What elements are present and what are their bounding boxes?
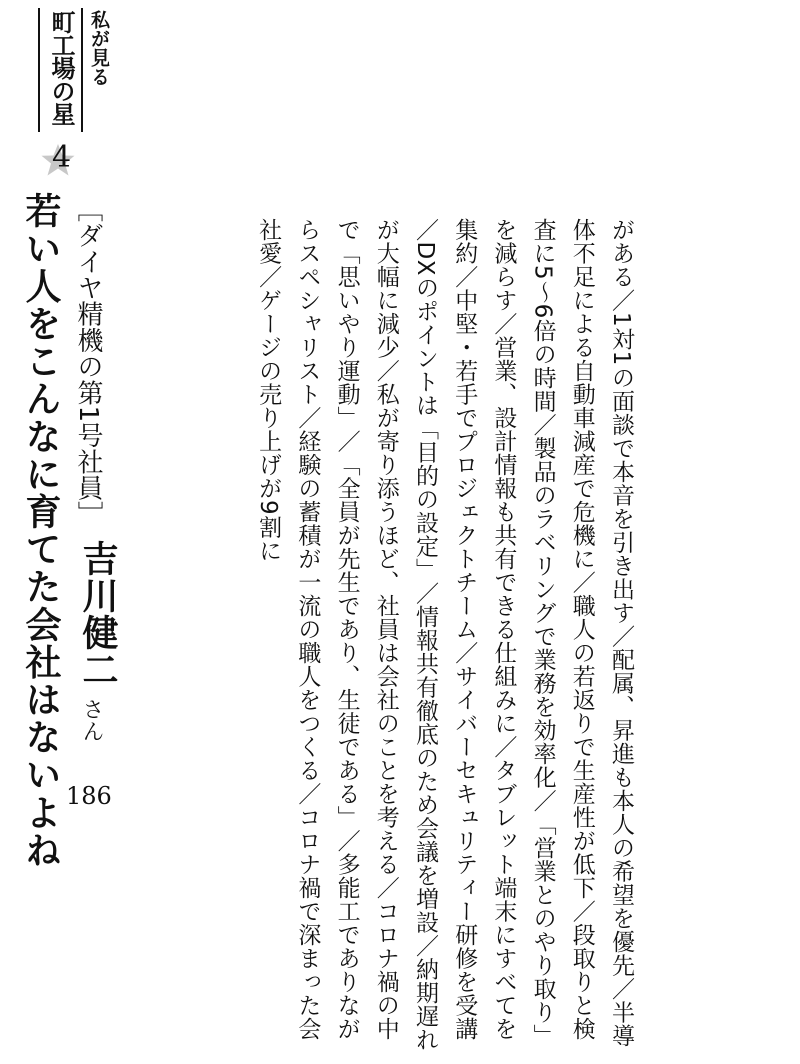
series-rule-right xyxy=(81,8,83,132)
company-label: ［ダイヤ精機の第1号社員］ xyxy=(73,196,103,528)
page-number: 186 xyxy=(66,782,112,810)
person-name: 吉川健二 xyxy=(77,540,118,688)
series-rule-left xyxy=(38,8,40,132)
series-number: 4 xyxy=(52,140,72,175)
person-honorific: さん xyxy=(79,698,104,742)
chapter-headline: 若い人をこんなに育てた会社はないよね xyxy=(20,192,62,869)
chapter-summary-text: がある／1対1の面談で本音を引き出す／配属、昇進も本人の希望を優先／半導体不足による自動車減産で危機に／職人の若返りで生産性が低下／段取りと検査に5～6倍の時間／製品のラベリングで業務を効率化／「営業とのやり取り」を減らす／営業、設計情報も共有できる仕組みに／タブレット端末にすべてを集約／中堅・若手でプロジェクトチーム／サイバーセキュリティー研修を受講／DXのポイントは「目的の設定」／情報共有徹底のため会議を増設／納期遅れが大幅に減少／私が寄り添うほど、社員は会社のことを考える／コロナ禍の中で「思いやり運動」／「全員が先生であり、生徒である」／多能工でありながらスペシャリスト／経験の蓄積が一流の職人をつくる／コロナ禍で深まった会社愛／ゲージの売り上げが9割に xyxy=(255,218,634,1052)
series-subtitle: 私が見る xyxy=(88,10,110,86)
series-title: 町工場の星 xyxy=(47,10,75,125)
